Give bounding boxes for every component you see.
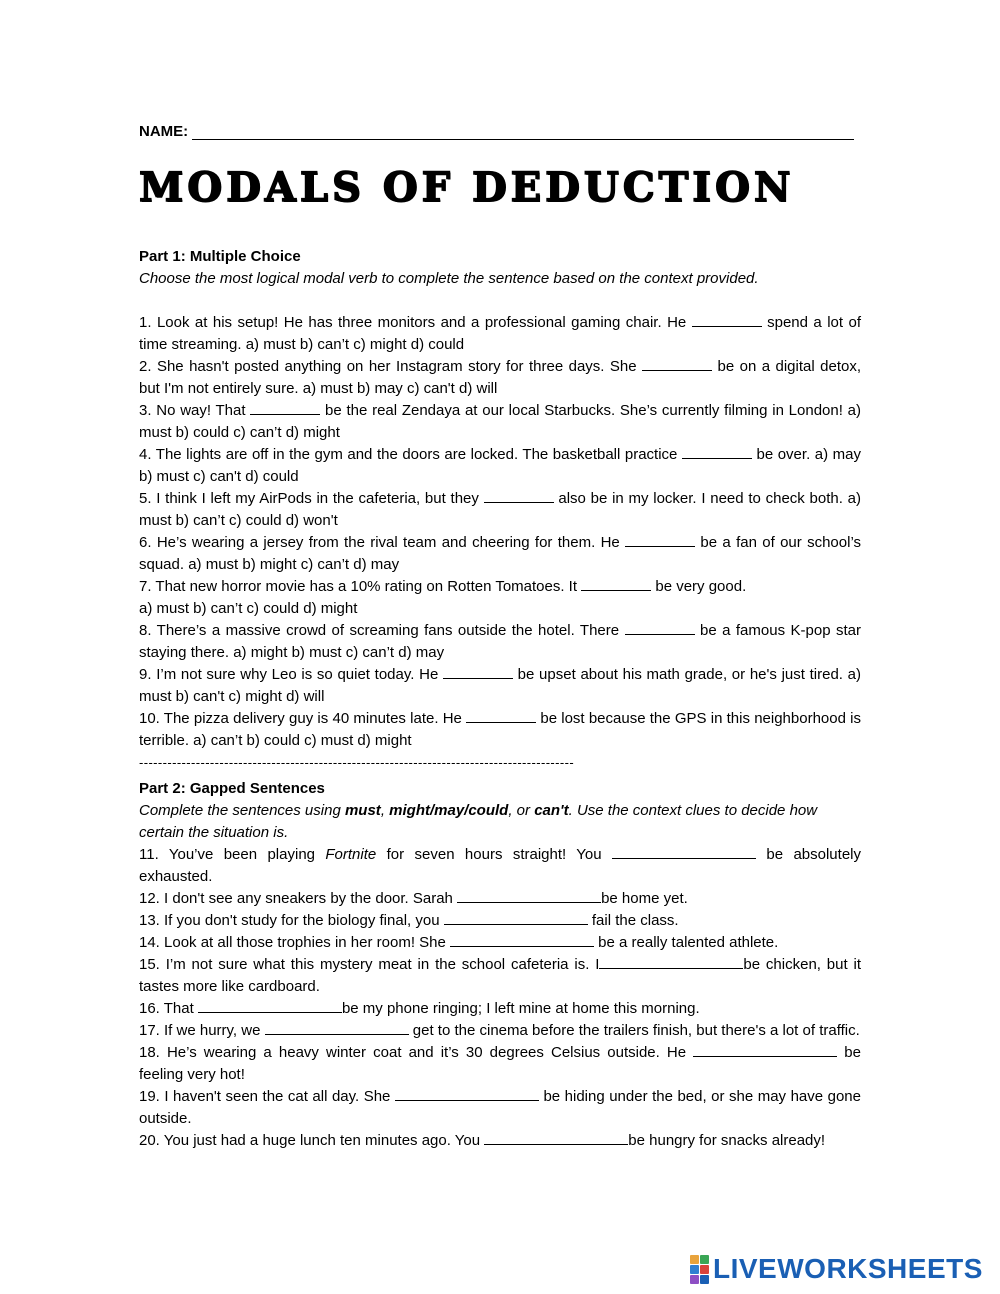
logo-block xyxy=(690,1275,699,1284)
answer-blank-9[interactable] xyxy=(443,664,513,679)
part2-section xyxy=(139,778,861,1152)
logo-block xyxy=(700,1275,709,1284)
answer-blank-17[interactable] xyxy=(265,1020,409,1035)
logo-mark-icon xyxy=(690,1255,709,1284)
question-14: 14. Look at all those trophies in her room! She be a really talented athlete. xyxy=(139,934,779,951)
answer-blank-4[interactable] xyxy=(682,444,752,459)
answer-blank-15[interactable] xyxy=(599,954,743,969)
question-8: 8. There’s a massive crowd of screaming fans outside the hotel. There be a famous K-pop star staying there. a) might b) must c) can’t d) may xyxy=(139,622,861,661)
question-13: 13. If you don't study for the biology final, you fail the class. xyxy=(139,912,679,929)
answer-blank-16[interactable] xyxy=(198,998,342,1013)
logo-block xyxy=(700,1265,709,1274)
name-field[interactable] xyxy=(192,123,854,140)
answer-blank-13[interactable] xyxy=(444,910,588,925)
question-2: 2. She hasn't posted anything on her Instagram story for three days. She be on a digital detox, but I'm not entirely sure. a) must b) may c) can't d) will xyxy=(139,358,861,397)
section-divider: -------------------------------------------------------------------------------------------- xyxy=(139,755,575,770)
liveworksheets-logo xyxy=(690,1252,983,1286)
answer-blank-3[interactable] xyxy=(250,400,320,415)
answer-blank-12[interactable] xyxy=(457,888,601,903)
logo-text: LIVEWORKSHEETS xyxy=(713,1253,983,1284)
answer-blank-18[interactable] xyxy=(693,1042,837,1057)
question-1: 1. Look at his setup! He has three monitors and a professional gaming chair. He spend a lot of time streaming. a) must b) can’t c) might d) could xyxy=(139,314,861,353)
answer-blank-2[interactable] xyxy=(642,356,712,371)
part1-instructions: Choose the most logical modal verb to complete the sentence based on the context provided. xyxy=(139,270,759,287)
answer-blank-7[interactable] xyxy=(581,576,651,591)
question-12: 12. I don't see any sneakers by the door. Sarah be home yet. xyxy=(139,890,688,907)
question-16: 16. That be my phone ringing; I left mine at home this morning. xyxy=(139,1000,700,1017)
part1-section xyxy=(139,246,861,774)
name-label: NAME: xyxy=(139,123,189,140)
answer-blank-5[interactable] xyxy=(484,488,554,503)
part2-heading: Part 2: Gapped Sentences xyxy=(139,780,325,797)
answer-blank-10[interactable] xyxy=(466,708,536,723)
question-19: 19. I haven't seen the cat all day. She be hiding under the bed, or she may have gone outside. xyxy=(139,1088,861,1127)
question-9: 9. I’m not sure why Leo is so quiet today. He be upset about his math grade, or he's just tired. a) must b) can't c) might d) will xyxy=(139,666,861,705)
question-11: 11. You’ve been playing Fortnite for seven hours straight! You be absolutely exhausted. xyxy=(139,846,861,885)
question-10: 10. The pizza delivery guy is 40 minutes late. He be lost because the GPS in this neighborhood is terrible. a) can’t b) could c) must d) might xyxy=(139,710,862,749)
part2-instructions: Complete the sentences using must, might/may/could, or can't. Use the context clues to decide how certain the situation is. xyxy=(139,802,818,841)
part1-heading: Part 1: Multiple Choice xyxy=(139,248,301,265)
question-7-options: a) must b) can’t c) could d) might xyxy=(139,600,358,617)
answer-blank-19[interactable] xyxy=(395,1086,539,1101)
worksheet-page xyxy=(139,118,861,1152)
question-5: 5. I think I left my AirPods in the cafeteria, but they also be in my locker. I need to check both. a) must b) can’t c) could d) won't xyxy=(139,490,861,529)
question-15: 15. I’m not sure what this mystery meat in the school cafeteria is. I be chicken, but it tastes more like cardboard. xyxy=(139,956,862,995)
question-18: 18. He’s wearing a heavy winter coat and it’s 30 degrees Celsius outside. He be feeling very hot! xyxy=(139,1044,861,1083)
name-row xyxy=(139,118,861,140)
question-20: 20. You just had a huge lunch ten minutes ago. You be hungry for snacks already! xyxy=(139,1132,826,1149)
answer-blank-6[interactable] xyxy=(625,532,695,547)
answer-blank-20[interactable] xyxy=(484,1130,628,1145)
answer-blank-14[interactable] xyxy=(450,932,594,947)
logo-block xyxy=(690,1265,699,1274)
logo-block xyxy=(690,1255,699,1264)
question-17: 17. If we hurry, we get to the cinema before the trailers finish, but there's a lot of traffic. xyxy=(139,1022,860,1039)
answer-blank-11[interactable] xyxy=(612,844,756,859)
question-3: 3. No way! That be the real Zendaya at our local Starbucks. She’s currently filming in London! a) must b) could c) can’t d) might xyxy=(139,402,861,441)
answer-blank-1[interactable] xyxy=(692,312,762,327)
page-title: MODALS OF DEDUCTION xyxy=(139,164,795,211)
answer-blank-8[interactable] xyxy=(625,620,695,635)
question-4: 4. The lights are off in the gym and the doors are locked. The basketball practice be over. a) may b) must c) can't d) could xyxy=(139,446,861,485)
logo-block xyxy=(700,1255,709,1264)
question-7: 7. That new horror movie has a 10% rating on Rotten Tomatoes. It be very good. xyxy=(139,578,747,595)
question-6: 6. He’s wearing a jersey from the rival team and cheering for them. He be a fan of our school’s squad. a) must b) might c) can’t d) may xyxy=(139,534,862,573)
